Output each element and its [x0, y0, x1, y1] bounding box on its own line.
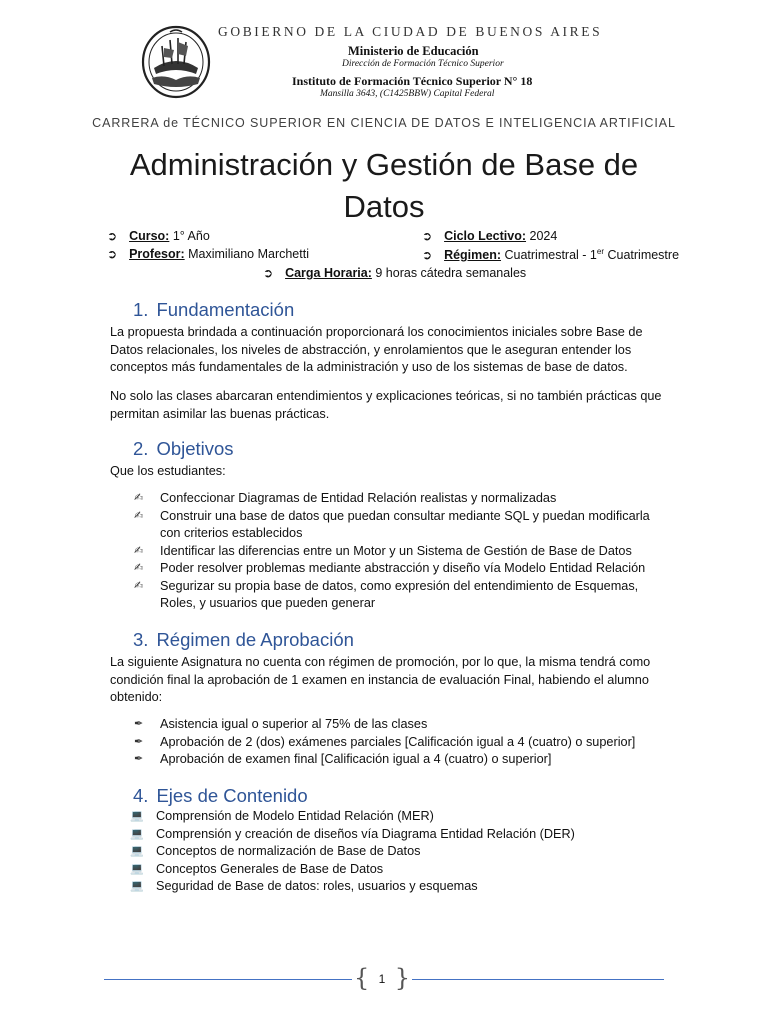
computer-icon: 💻	[130, 845, 144, 857]
list-item: ✒ Aprobación de 2 (dos) exámenes parciales [Calificación igual a 4 (cuatro) o superior]	[134, 734, 635, 752]
arrow-icon: ➲	[263, 266, 274, 280]
government-name: GOBIERNO DE LA CIUDAD DE BUENOS AIRES	[218, 24, 603, 39]
pen-icon: ✒	[134, 718, 144, 730]
list-item: ✒ Asistencia igual o superior al 75% de las clases	[134, 716, 635, 734]
right-brace-icon: }	[394, 964, 410, 992]
meta-carga	[263, 266, 526, 280]
arrow-icon: ➲	[422, 229, 433, 243]
document-header	[140, 22, 660, 104]
writing-hand-icon: ✍	[134, 509, 144, 522]
list-item: 💻 Conceptos de normalización de Base de Datos	[130, 843, 575, 861]
meta-regimen-label: Régimen:	[444, 248, 502, 263]
meta-regimen-sup: er	[596, 247, 604, 256]
page-number-box	[352, 964, 412, 994]
section-title: Fundamentación	[156, 299, 295, 320]
meta-ciclo	[422, 229, 557, 243]
ejes-list	[130, 808, 575, 896]
objetivos-list	[134, 490, 670, 613]
pen-icon: ✒	[134, 735, 144, 748]
list-item: 💻 Conceptos Generales de Base de Datos	[130, 861, 575, 879]
meta-regimen-value: Cuatrimestral - 1	[501, 248, 597, 263]
ministry-name: Ministerio de Educación	[348, 44, 479, 58]
arrow-icon: ➲	[107, 229, 118, 243]
section-heading-objetivos	[133, 438, 234, 460]
meta-ciclo-value: 2024	[526, 229, 558, 243]
section-title: Ejes de Contenido	[156, 785, 308, 806]
list-item: ✍ Segurizar su propia base de datos, como expresión del entendimiento de Esquemas, Roles, y usuarios que pueden generar	[134, 578, 639, 610]
regimen-intro: La siguiente Asignatura no cuenta con régimen de promoción, por lo que, la misma tendrá como condición final la aprobación de 1 examen en instancia de evaluación Final, habiendo el alumno obtenido:	[110, 655, 651, 704]
section-heading-ejes	[133, 785, 308, 807]
meta-carga-label: Carga Horaria:	[285, 266, 372, 280]
left-brace-icon: {	[354, 964, 370, 992]
writing-hand-icon: ✍	[134, 579, 144, 592]
list-item: ✍ Confeccionar Diagramas de Entidad Relación realistas y normalizadas	[134, 490, 670, 508]
computer-icon: 💻	[130, 862, 144, 875]
meta-carga-value: 9 horas cátedra semanales	[371, 266, 527, 280]
institute-address: Mansilla 3643, (C1425BBW) Capital Federal	[320, 89, 495, 99]
list-item: ✍ Poder resolver problemas mediante abstracción y diseño vía Modelo Entidad Relación	[134, 560, 670, 578]
section-title: Régimen de Aprobación	[156, 629, 354, 650]
document-title: Administración y Gestión de Base de Datos	[129, 147, 639, 224]
meta-curso-value: 1° Año	[169, 229, 210, 243]
direction-name: Dirección de Formación Técnico Superior	[342, 59, 504, 69]
writing-hand-icon: ✍	[134, 544, 144, 557]
list-item: 💻 Comprensión y creación de diseños vía Diagrama Entidad Relación (DER)	[130, 826, 575, 844]
regimen-list	[134, 716, 635, 769]
career-name: CARRERA de TÉCNICO SUPERIOR EN CIENCIA DE DATOS E INTELIGENCIA ARTIFICIAL	[92, 116, 676, 130]
section-number: 1.	[133, 299, 149, 320]
list-item: ✍ Construir una base de datos que puedan consultar mediante SQL y puedan modificarla con criterios establecidos	[134, 508, 650, 540]
meta-regimen-value2: Cuatrimestre	[604, 248, 680, 263]
writing-hand-icon: ✍	[134, 492, 144, 504]
list-item: ✒ Aprobación de examen final [Calificación igual a 4 (cuatro) o superior]	[134, 751, 635, 769]
pen-icon: ✒	[134, 753, 144, 765]
meta-curso-label: Curso:	[129, 229, 170, 243]
objetivos-intro: Que los estudiantes:	[110, 464, 226, 478]
list-item: 💻 Comprensión de Modelo Entidad Relación (MER)	[130, 808, 575, 826]
writing-hand-icon: ✍	[134, 562, 144, 574]
arrow-icon: ➲	[107, 247, 118, 261]
section-number: 2.	[133, 438, 149, 459]
computer-icon: 💻	[130, 810, 144, 822]
meta-profesor-label: Profesor:	[129, 247, 185, 261]
list-item: ✍ Identificar las diferencias entre un Motor y un Sistema de Gestión de Base de Datos	[134, 543, 670, 561]
meta-curso	[107, 229, 210, 243]
section-heading-fundamentacion	[133, 299, 294, 321]
fundamentacion-paragraph-1: La propuesta brindada a continuación proporcionará los conocimientos iniciales sobre Base de Datos relacionales, los niveles de abstracción, y enrolamientos que le aseguran entender los conceptos más fundamentales de la administración y uso de los sistemas de base de datos.	[110, 325, 643, 374]
computer-icon: 💻	[130, 880, 144, 892]
section-heading-regimen	[133, 629, 354, 651]
meta-ciclo-label: Ciclo Lectivo:	[444, 229, 527, 243]
institute-name: Instituto de Formación Técnico Superior N° 18	[292, 74, 533, 88]
computer-icon: 💻	[130, 827, 144, 840]
page-number: 1	[378, 972, 386, 986]
city-seal-icon	[140, 24, 212, 100]
meta-profesor-value: Maximiliano Marchetti	[184, 247, 309, 261]
section-title: Objetivos	[156, 438, 234, 459]
fundamentacion-paragraph-2: No solo las clases abarcaran entendimientos y explicaciones teóricas, si no también prácticas que permitan asimilar las buenas prácticas.	[110, 389, 662, 421]
arrow-icon: ➲	[422, 248, 433, 263]
meta-profesor	[107, 247, 309, 261]
section-number: 4.	[133, 785, 149, 806]
list-item: 💻 Seguridad de Base de datos: roles, usuarios y esquemas	[130, 878, 575, 896]
meta-regimen	[422, 247, 679, 262]
section-number: 3.	[133, 629, 149, 650]
